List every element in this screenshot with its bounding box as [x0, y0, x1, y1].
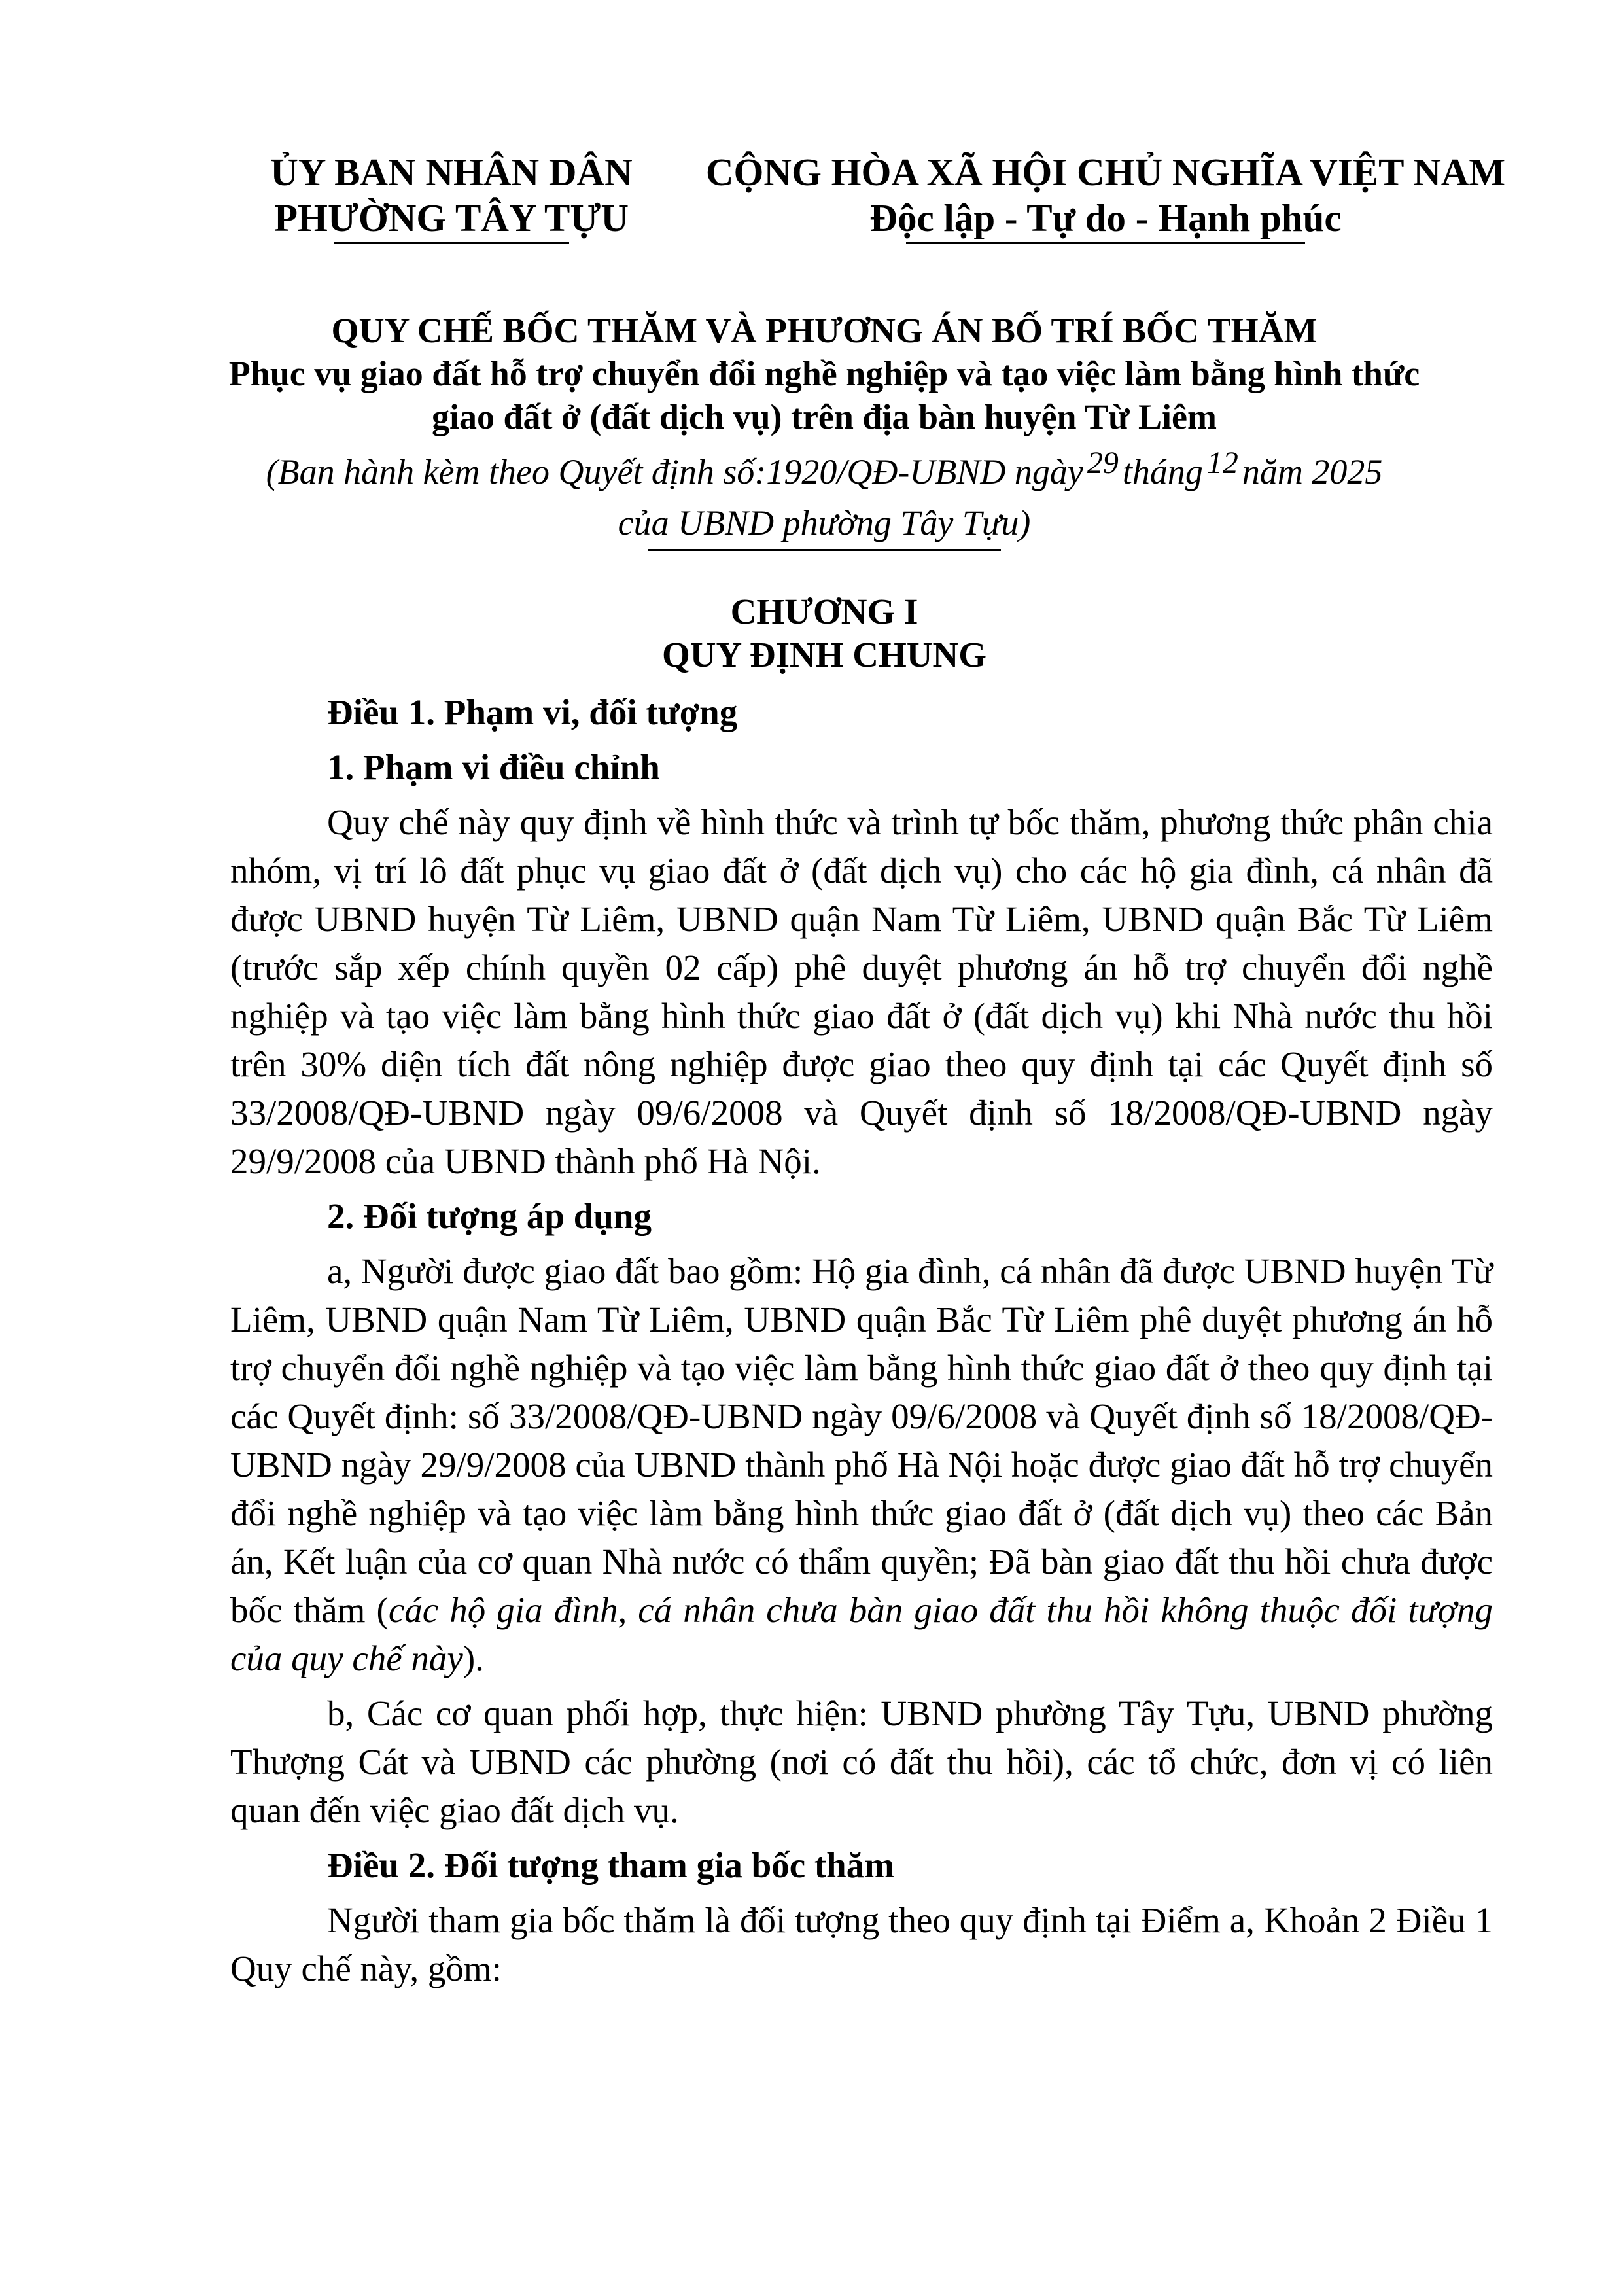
year-label: năm 2025	[1242, 452, 1383, 491]
authority-underline	[334, 242, 569, 244]
article-2-title: Điều 2. Đối tượng tham gia bốc thăm	[327, 1845, 895, 1885]
article-1-section-2-point-b: b, Các cơ quan phối hợp, thực hiện: UBND phường Tây Tựu, UBND phường Thượng Cát và UBND các phường (nơi có đất thu hồi), các tổ chức, đơn vị có liên quan đến việc giao đất dịch vụ.	[230, 1693, 1493, 1830]
country-name: CỘNG HÒA XÃ HỘI CHỦ NGHĨA VIỆT NAM	[705, 150, 1506, 194]
issuing-authority	[249, 149, 654, 244]
motto: Độc lập - Tự do - Hạnh phúc	[869, 196, 1342, 239]
day-label: ngày	[1014, 452, 1083, 491]
article-1-section-1-title: 1. Phạm vi điều chỉnh	[327, 747, 660, 787]
issuance-prefix: (Ban hành kèm theo Quyết định số:	[266, 452, 767, 491]
chapter-title: CHƯƠNG I	[730, 592, 918, 631]
issuance-note	[196, 446, 1452, 499]
issuance-underline	[648, 549, 1001, 551]
decision-number: 1920/QĐ-UBND	[766, 452, 1006, 491]
issuance-note-line-2: của UBND phường Tây Tựu)	[618, 503, 1031, 542]
point-a-italic-note: các hộ gia đình, cá nhân chưa bàn giao đất thu hồi không thuộc đối tượng của quy chế này	[230, 1590, 1493, 1678]
national-motto	[693, 149, 1518, 244]
point-a-end: ).	[462, 1638, 484, 1678]
month-label: tháng	[1122, 452, 1203, 491]
handwritten-day: 29	[1087, 446, 1119, 480]
chapter-heading	[196, 590, 1452, 677]
document-title: QUY CHẾ BỐC THĂM VÀ PHƯƠNG ÁN BỐ TRÍ BỐC THĂM	[331, 311, 1318, 350]
chapter-subtitle: QUY ĐỊNH CHUNG	[661, 635, 987, 675]
article-2-text: Người tham gia bốc thăm là đối tượng theo quy định tại Điểm a, Khoản 2 Điều 1 Quy chế này, gồm:	[230, 1900, 1493, 1988]
article-1-title: Điều 1. Phạm vi, đối tượng	[327, 692, 738, 732]
article-1-section-2-point-a	[230, 1247, 1493, 1683]
handwritten-month: 12	[1206, 446, 1238, 480]
article-1-section-1-text: Quy chế này quy định về hình thức và trình tự bốc thăm, phương thức phân chia nhóm, vị trí lô đất phục vụ giao đất ở (đất dịch vụ) cho các hộ gia đình, cá nhân đã được UBND huyện Từ Liêm, UBND quận Nam Từ Liêm, UBND quận Bắc Từ Liêm (trước sắp xếp chính quyền 02 cấp) phê duyệt phương án hỗ trợ chuyển đổi nghề nghiệp và tạo việc làm bằng hình thức giao đất ở (đất dịch vụ) khi Nhà nước thu hồi trên 30% diện tích đất nông nghiệp được giao theo quy định tại các Quyết định số 33/2008/QĐ-UBND ngày 09/6/2008 và Quyết định số 18/2008/QĐ-UBND ngày 29/9/2008 của UBND thành phố Hà Nội.	[230, 802, 1493, 1181]
document-subtitle: Phục vụ giao đất hỗ trợ chuyển đổi nghề nghiệp và tạo việc làm bằng hình thức giao đất ở (đất dịch vụ) trên địa bàn huyện Từ Liêm	[228, 354, 1420, 436]
document-title-block	[196, 309, 1452, 551]
article-1-section-2-title: 2. Đối tượng áp dụng	[327, 1196, 652, 1236]
authority-line-1: ỦY BAN NHÂN DÂN	[270, 150, 633, 194]
motto-underline	[906, 242, 1305, 244]
document-body	[230, 688, 1493, 1993]
point-a-text: a, Người được giao đất bao gồm: Hộ gia đình, cá nhân đã được UBND huyện Từ Liêm, UBND quận Nam Từ Liêm, UBND quận Bắc Từ Liêm phê duyệt phương án hỗ trợ chuyển đổi nghề nghiệp và tạo việc làm bằng hình thức giao đất ở theo quy định tại các Quyết định: số 33/2008/QĐ-UBND ngày 09/6/2008 và Quyết định số 18/2008/QĐ-UBND ngày 29/9/2008 của UBND thành phố Hà Nội hoặc được giao đất hỗ trợ chuyển đổi nghề nghiệp và tạo việc làm bằng hình thức giao đất ở (đất dịch vụ) theo các Bản án, Kết luận của cơ quan Nhà nước có thẩm quyền; Đã bàn giao đất thu hồi chưa được bốc thăm (	[230, 1251, 1493, 1630]
authority-line-2: PHƯỜNG TÂY TỰU	[274, 196, 629, 239]
